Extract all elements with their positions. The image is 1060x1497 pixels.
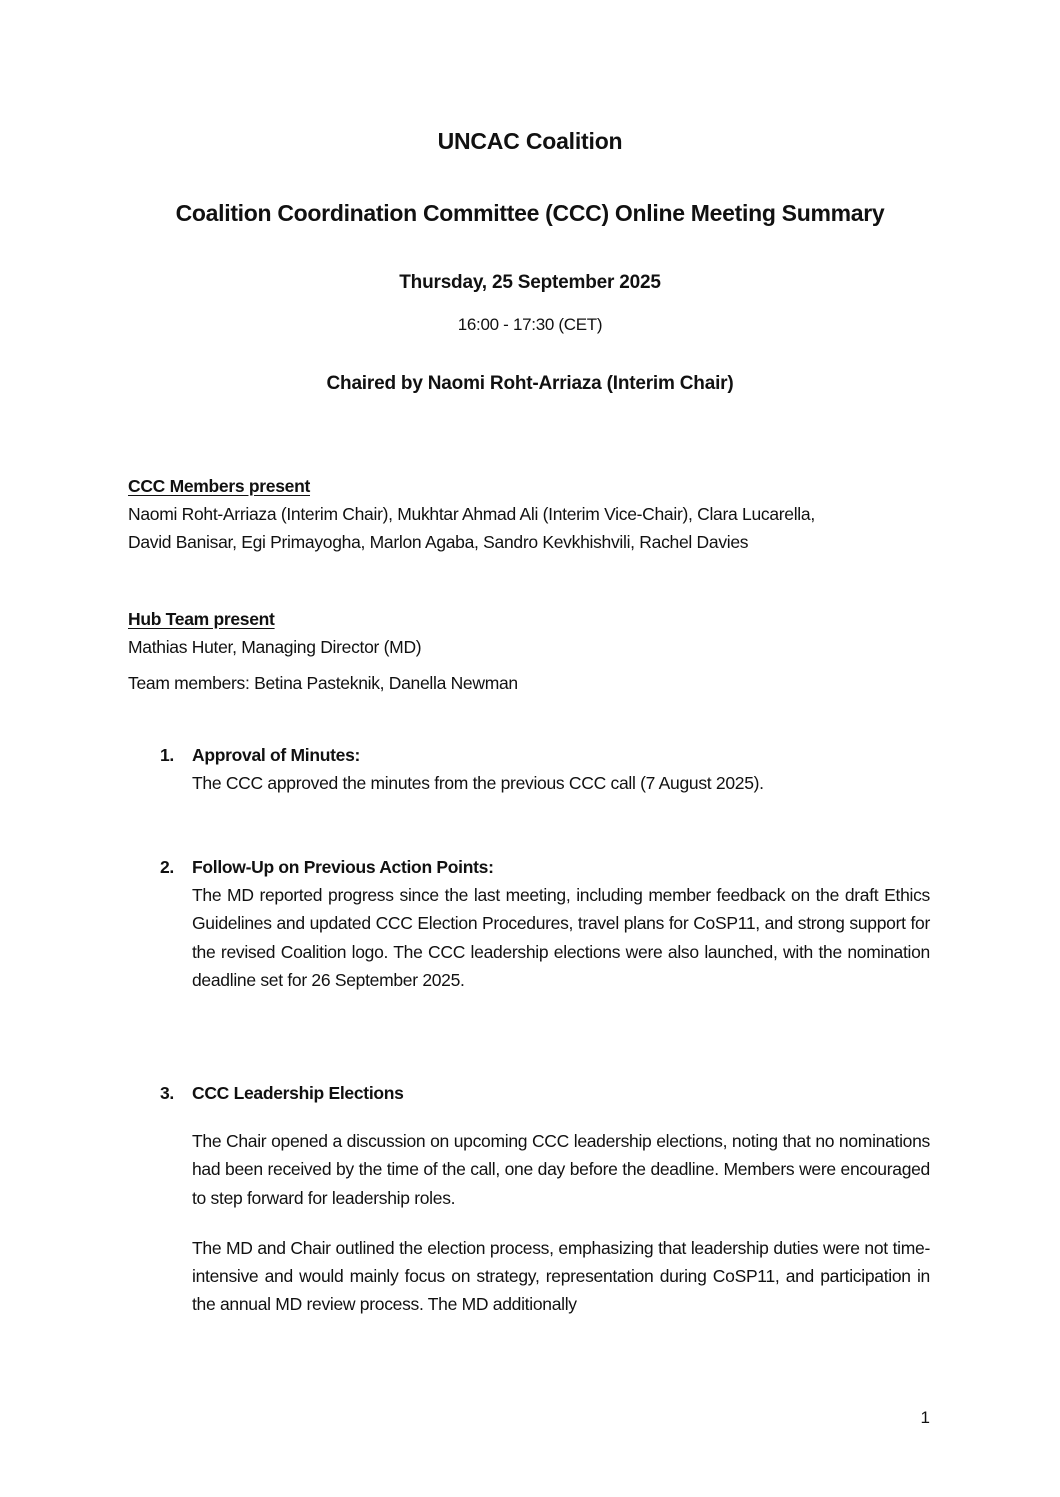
- hub-team-members: Team members: Betina Pasteknik, Danella Newman: [128, 673, 518, 693]
- ccc-members-line: Naomi Roht-Arriaza (Interim Chair), Mukhtar Ahmad Ali (Interim Vice-Chair), Clara Lucarella,: [128, 504, 815, 524]
- agenda-item-paragraph: The Chair opened a discussion on upcoming CCC leadership elections, noting that no nominations had been received by the time of the call, one day before the deadline. Members were encouraged to step forward for leadership roles.: [192, 1131, 930, 1208]
- ccc-members-heading: CCC Members present: [128, 476, 310, 496]
- chaired-by: Chaired by Naomi Roht-Arriaza (Interim Chair): [326, 373, 734, 394]
- agenda-item-number: 2.: [160, 857, 174, 877]
- agenda-item-title: Approval of Minutes:: [192, 745, 361, 765]
- ccc-members-line: David Banisar, Egi Primayogha, Marlon Agaba, Sandro Kevkhishvili, Rachel Davies: [128, 532, 749, 552]
- meeting-date: Thursday, 25 September 2025: [399, 272, 661, 293]
- agenda-item-number: 3.: [160, 1083, 174, 1103]
- meeting-time: 16:00 - 17:30 (CET): [457, 315, 603, 334]
- agenda-item-approval-of-minutes: [160, 741, 930, 797]
- agenda-item-title: CCC Leadership Elections: [192, 1083, 404, 1103]
- agenda-item-follow-up: [160, 853, 930, 994]
- organization-title: UNCAC Coalition: [437, 128, 623, 154]
- agenda-item-paragraph: The CCC approved the minutes from the previous CCC call (7 August 2025).: [192, 773, 764, 793]
- page-number: 1: [920, 1408, 930, 1427]
- document-title: Coalition Coordination Committee (CCC) Online Meeting Summary: [175, 200, 885, 226]
- hub-team-section: [128, 605, 930, 697]
- agenda-item-number: 1.: [160, 745, 174, 765]
- agenda-item-paragraph: The MD reported progress since the last meeting, including member feedback on the draft Ethics Guidelines and updated CCC Election Procedures, travel plans for CoSP11, and strong support for the revised Coalition logo. The CCC leadership elections were also launched, with the nomination deadline set for 26 September 2025.: [192, 885, 930, 990]
- agenda-item-leadership-elections: [160, 1079, 930, 1319]
- agenda-item-title: Follow-Up on Previous Action Points:: [192, 857, 494, 877]
- agenda-item-paragraph: The MD and Chair outlined the election process, emphasizing that leadership duties were not time-intensive and would mainly focus on strategy, representation during CoSP11, and participation in the annual MD review process. The MD additionally: [192, 1237, 930, 1315]
- hub-team-director: Mathias Huter, Managing Director (MD): [128, 637, 422, 657]
- hub-team-heading: Hub Team present: [128, 609, 275, 629]
- ccc-members-section: [128, 472, 930, 556]
